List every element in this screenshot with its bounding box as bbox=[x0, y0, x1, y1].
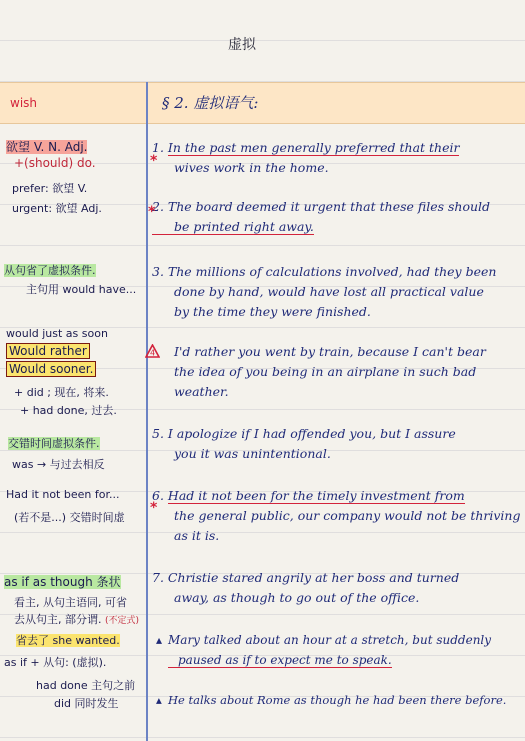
star-mark: * bbox=[150, 153, 158, 169]
note-mixed-time: 交错时间虚拟条件. bbox=[8, 437, 100, 450]
bullet-2 bbox=[156, 690, 507, 710]
bullet-1 bbox=[156, 630, 492, 670]
note-clause-2: 主句用 would have... bbox=[26, 283, 137, 296]
entry-line: I'd rather you went by train, because I can't bear bbox=[174, 344, 486, 359]
entry-line: be printed right away. bbox=[152, 219, 314, 235]
note-as-if-line3: 去从句主, 部分谓. (不定式) bbox=[14, 613, 140, 626]
entry-line: you it was unintentional. bbox=[174, 446, 331, 461]
note-had-done: + had done, 过去. bbox=[20, 404, 117, 417]
entry-number: 3. bbox=[152, 264, 164, 279]
page-header-title: 虚拟 bbox=[228, 37, 256, 53]
bullet-line: paused as if to expect me to speak. bbox=[168, 653, 392, 668]
entry-number: 1. bbox=[152, 140, 164, 155]
section-title-bar bbox=[0, 82, 525, 124]
entry-1 bbox=[152, 138, 459, 178]
entry-line: the general public, our company would not be thriving bbox=[174, 508, 521, 523]
note-as-if-label: as if as though 条状 bbox=[4, 575, 121, 589]
entry-5 bbox=[152, 424, 456, 464]
note-would-sooner: Would sooner. bbox=[6, 362, 96, 376]
entry-7 bbox=[152, 568, 459, 608]
entry-6 bbox=[152, 486, 520, 546]
bullet-triangle-icon: ▴ bbox=[156, 633, 163, 647]
entry-line: The board deemed it urgent that these files should bbox=[167, 199, 491, 214]
entry-number: 7. bbox=[152, 570, 164, 585]
entry-line: away, as though to go out of the office. bbox=[174, 590, 420, 605]
entry-line: as it is. bbox=[174, 528, 220, 543]
entry-line: Christie stared angrily at her boss and turned bbox=[167, 570, 460, 585]
note-as-if-formula: as if + 从句: (虚拟). bbox=[4, 656, 107, 669]
entry-line: weather. bbox=[174, 384, 229, 399]
note-had-it-sub: (若不是...) 交错时间虚 bbox=[14, 511, 125, 524]
entry-line: The millions of calculations involved, had they been bbox=[167, 264, 497, 279]
note-was-arrow: was → 与过去相反 bbox=[12, 458, 105, 471]
note-did-now: + did ; 现在, 将来. bbox=[14, 386, 109, 399]
entry-line: the idea of you being in an airplane in such bad bbox=[174, 364, 477, 379]
entry-line: wives work in the home. bbox=[174, 160, 329, 175]
note-would-just: would just as soon bbox=[6, 327, 108, 340]
note-would-rather: Would rather bbox=[6, 344, 90, 358]
note-wish: wish bbox=[10, 96, 38, 110]
entry-number: 6. bbox=[152, 488, 164, 503]
entry-line: Had it not been for the timely investment from bbox=[167, 488, 465, 503]
note-had-it: Had it not been for... bbox=[6, 488, 120, 501]
section-title: § 2. 虚拟语气: bbox=[162, 94, 259, 112]
entry-line: done by hand, would have lost all practical value bbox=[174, 284, 484, 299]
star-mark: * bbox=[148, 204, 156, 220]
entry-line: I apologize if I had offended you, but I assure bbox=[167, 426, 456, 441]
margin-line bbox=[146, 82, 148, 741]
note-desire: 欲望 V. N. Adj. bbox=[6, 140, 88, 154]
svg-text:4: 4 bbox=[149, 348, 156, 358]
note-clause-1: 从句省了虚拟条件. bbox=[4, 264, 96, 277]
bullet-triangle-icon: ▴ bbox=[156, 693, 162, 707]
note-had-done-sub1: had done 主句之前 bbox=[36, 679, 136, 692]
note-as-if-line2: 看主, 从句主语同, 可省 bbox=[14, 596, 127, 609]
note-had-done-sub2: did 同时发生 bbox=[54, 697, 119, 710]
note-should-do: +(should) do. bbox=[14, 156, 96, 170]
entry-2 bbox=[152, 197, 490, 237]
bullet-line: He talks about Rome as though he had been there before. bbox=[168, 693, 507, 707]
note-urgent: urgent: 欲望 Adj. bbox=[12, 202, 102, 215]
entry-line: by the time they were finished. bbox=[174, 304, 371, 319]
note-as-if-note: 省去了 she wanted. bbox=[16, 634, 120, 647]
entry-3 bbox=[152, 262, 496, 322]
note-prefer: prefer: 欲望 V. bbox=[12, 182, 88, 195]
entry-line: In the past men generally preferred that their bbox=[167, 140, 460, 155]
bullet-line: Mary talked about an hour at a stretch, but suddenly bbox=[168, 633, 492, 647]
entry-number: 5. bbox=[152, 426, 164, 441]
entry-4 bbox=[149, 342, 486, 402]
star-mark: * bbox=[150, 500, 158, 516]
entry-number: 2. bbox=[152, 199, 164, 214]
